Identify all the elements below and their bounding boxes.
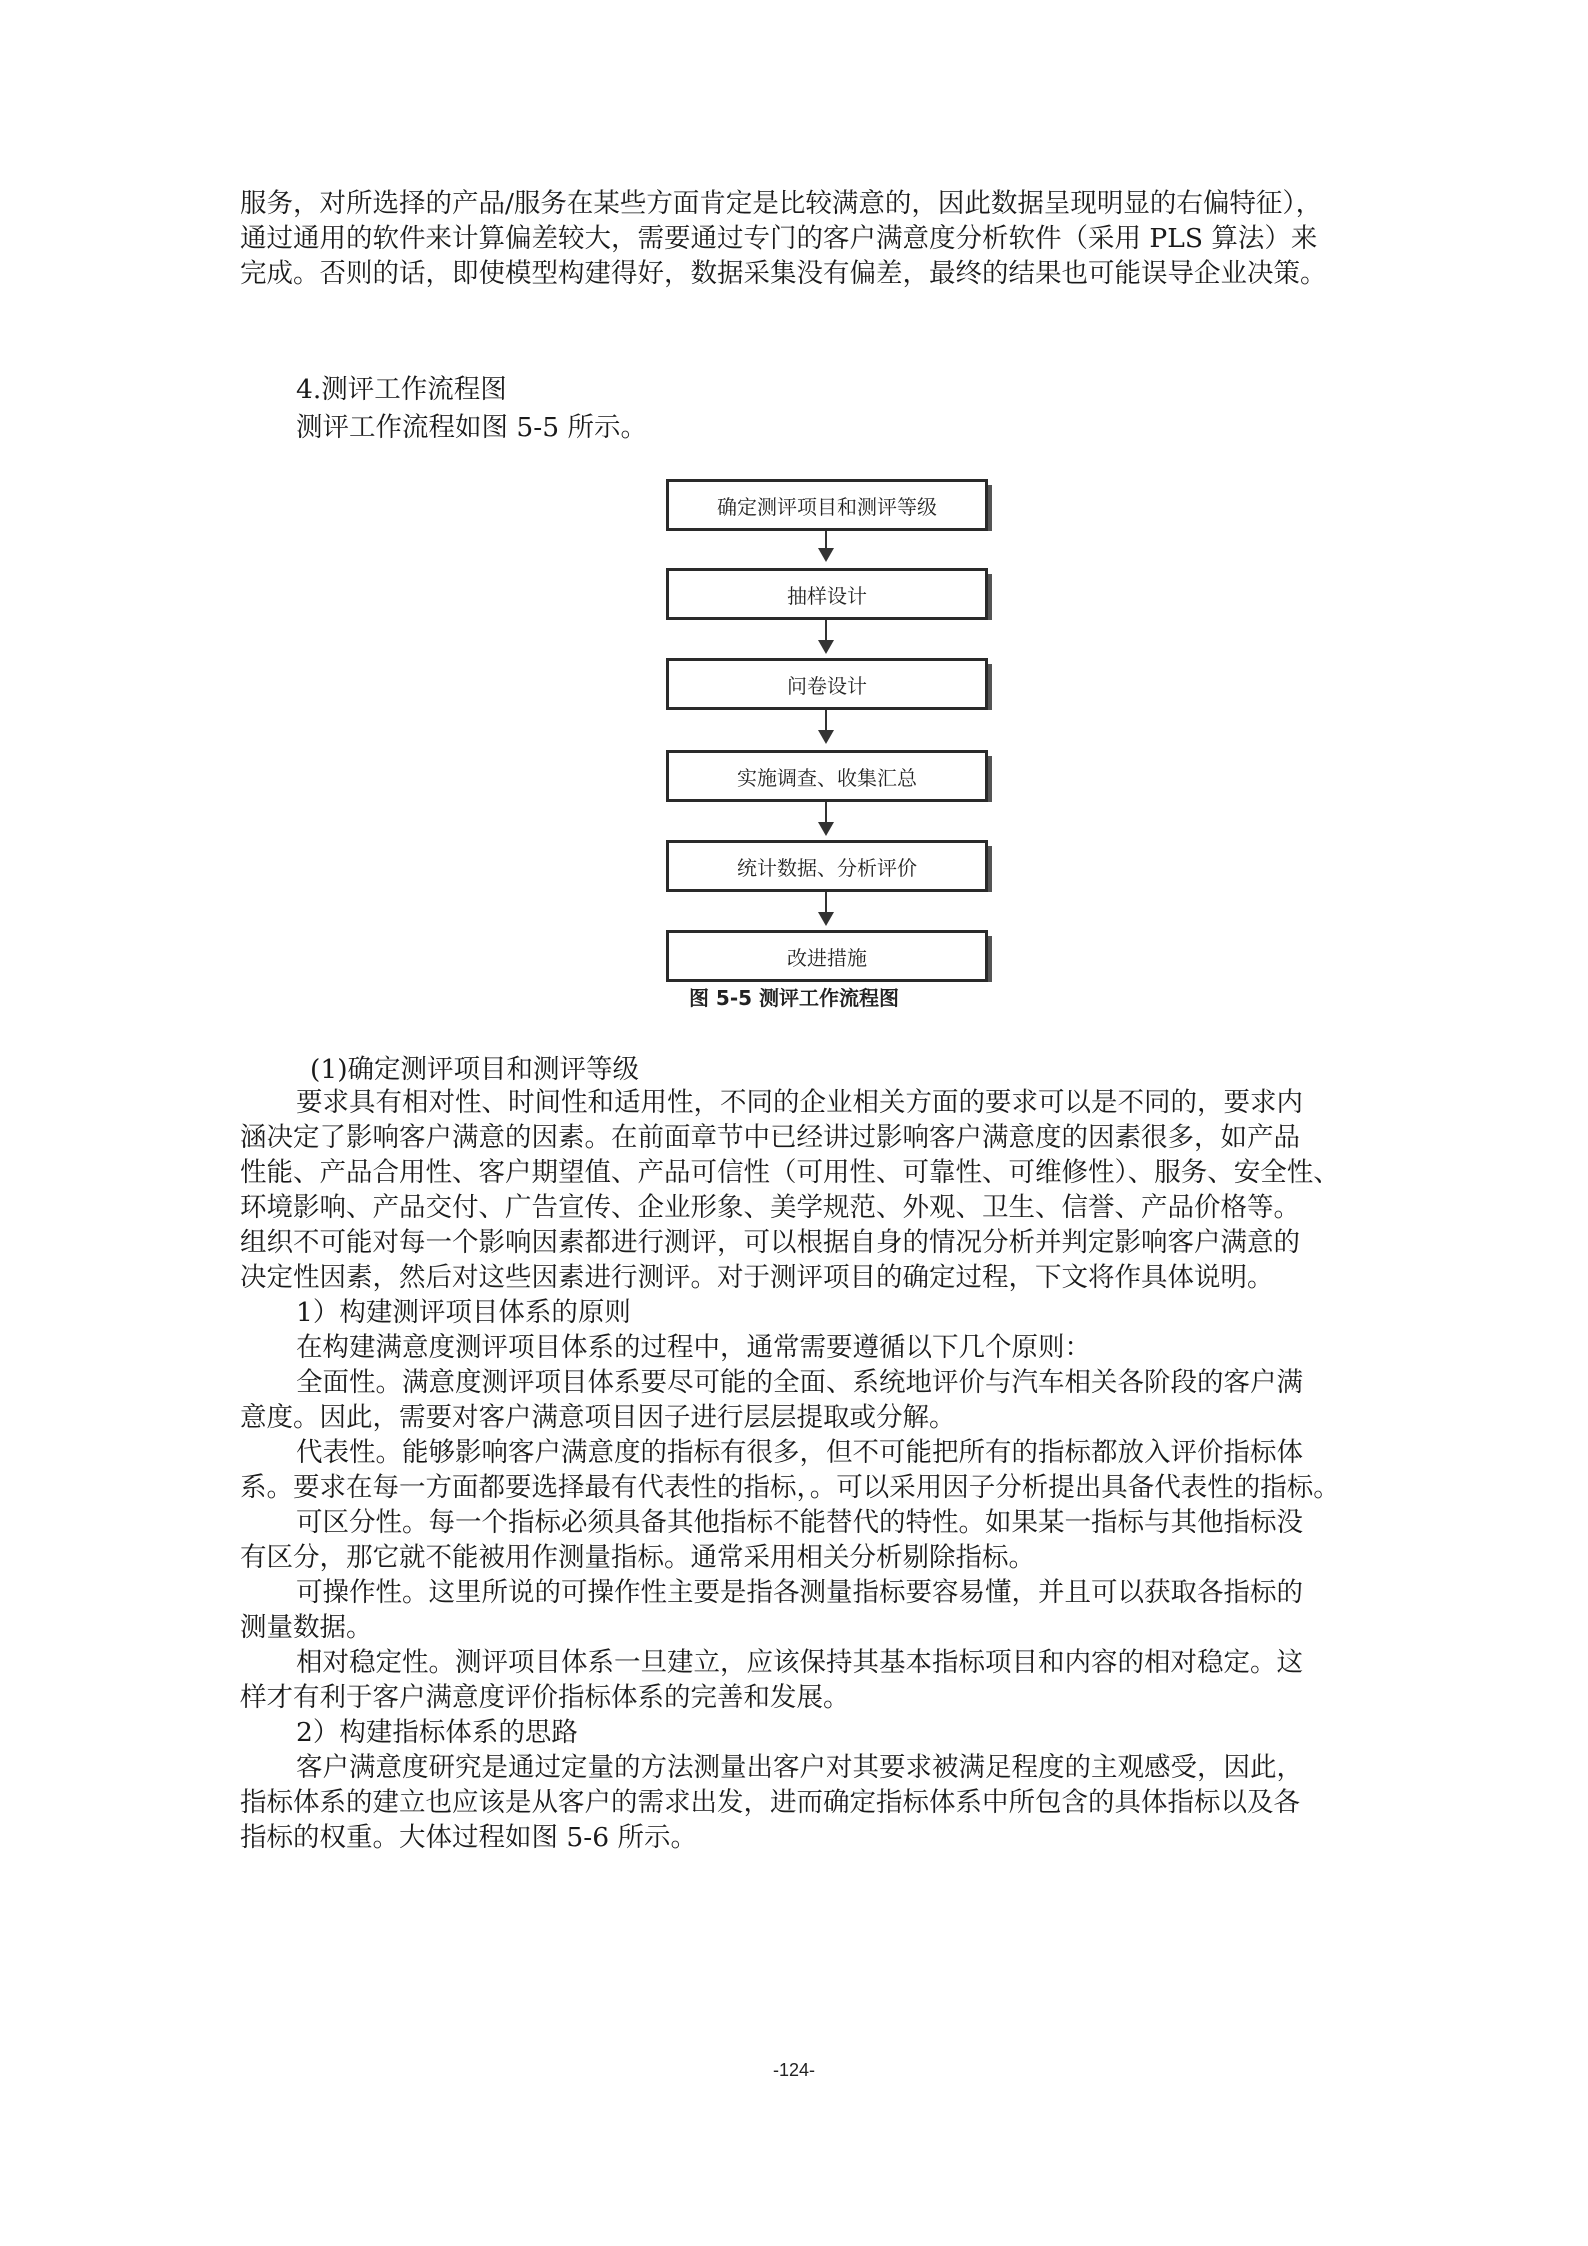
text-line: 性能、产品合用性、客户期望值、产品可信性（可用性、可靠性、可维修性）、服务、安全性、 bbox=[240, 1157, 1340, 1188]
text-line: 通过通用的软件来计算偏差较大，需要通过专门的客户满意度分析软件（采用 PLS 算法）来 bbox=[240, 223, 1318, 254]
flow-arrow-line bbox=[825, 710, 827, 732]
text-line: 服务，对所选择的产品/服务在某些方面肯定是比较满意的，因此数据呈现明显的右偏特征）， bbox=[240, 188, 1323, 219]
text-line: 在构建满意度测评项目体系的过程中，通常需要遵循以下几个原则： bbox=[296, 1332, 1091, 1363]
text-line: 可操作性。这里所说的可操作性主要是指各测量指标要容易懂，并且可以获取各指标的 bbox=[296, 1577, 1303, 1608]
paragraph bbox=[240, 1505, 1360, 1575]
text-line: 指标的权重。大体过程如图 5-6 所示。 bbox=[240, 1822, 698, 1853]
text-line: 有区分，那它就不能被用作测量指标。通常采用相关分析剔除指标。 bbox=[240, 1542, 1035, 1573]
flow-step-6: 改进措施 bbox=[666, 930, 988, 982]
flow-step-1: 确定测评项目和测评等级 bbox=[666, 479, 988, 531]
flow-arrow-icon bbox=[818, 730, 834, 744]
text-line: 组织不可能对每一个影响因素都进行测评，可以根据自身的情况分析并判定影响客户满意的 bbox=[240, 1227, 1300, 1258]
text-line: 代表性。能够影响客户满意度的指标有很多，但不可能把所有的指标都放入评价指标体 bbox=[296, 1437, 1303, 1468]
paragraph bbox=[240, 1365, 1360, 1435]
paragraph bbox=[240, 1330, 1360, 1365]
paragraph bbox=[240, 1435, 1360, 1505]
paragraph bbox=[240, 1575, 1360, 1645]
flow-arrow-line bbox=[825, 620, 827, 642]
paragraph bbox=[240, 1750, 1360, 1855]
text-line: 意度。因此，需要对客户满意项目因子进行层层提取或分解。 bbox=[240, 1402, 956, 1433]
text-line: 环境影响、产品交付、广告宣传、企业形象、美学规范、外观、卫生、信誉、产品价格等。 bbox=[240, 1192, 1300, 1223]
flow-step-5: 统计数据、分析评价 bbox=[666, 840, 988, 892]
subsection-heading: 1）构建测评项目体系的原则 bbox=[296, 1297, 631, 1328]
text-line: 客户满意度研究是通过定量的方法测量出客户对其要求被满足程度的主观感受，因此， bbox=[296, 1752, 1303, 1783]
page-number: -124- bbox=[772, 2060, 816, 2080]
paragraph bbox=[240, 1645, 1360, 1715]
flow-arrow-icon bbox=[818, 822, 834, 836]
flow-arrow-line bbox=[825, 892, 827, 914]
subsection-heading: 2）构建指标体系的思路 bbox=[296, 1717, 578, 1748]
paragraph bbox=[240, 1085, 1360, 1295]
text-line: 测量数据。 bbox=[240, 1612, 373, 1643]
text-line: 相对稳定性。测评项目体系一旦建立，应该保持其基本指标项目和内容的相对稳定。这 bbox=[296, 1647, 1303, 1678]
flow-arrow-icon bbox=[818, 640, 834, 654]
flow-arrow-line bbox=[825, 531, 827, 551]
text-line: 涵决定了影响客户满意的因素。在前面章节中已经讲过影响客户满意度的因素很多，如产品 bbox=[240, 1122, 1300, 1153]
text-line: 指标体系的建立也应该是从客户的需求出发，进而确定指标体系中所包含的具体指标以及各 bbox=[240, 1787, 1300, 1818]
subsection-heading: (1)确定测评项目和测评等级 bbox=[310, 1054, 640, 1085]
flow-step-3: 问卷设计 bbox=[666, 658, 988, 710]
flow-arrow-icon bbox=[818, 548, 834, 562]
text-line: 样才有利于客户满意度评价指标体系的完善和发展。 bbox=[240, 1682, 850, 1713]
flow-arrow-line bbox=[825, 802, 827, 824]
text-line: 决定性因素，然后对这些因素进行测评。对于测评项目的确定过程，下文将作具体说明。 bbox=[240, 1262, 1274, 1293]
flow-arrow-icon bbox=[818, 912, 834, 926]
text-line: 完成。否则的话，即使模型构建得好，数据采集没有偏差，最终的结果也可能误导企业决策。 bbox=[240, 258, 1327, 289]
text-line: 要求具有相对性、时间性和适用性，不同的企业相关方面的要求可以是不同的，要求内 bbox=[296, 1087, 1303, 1118]
flow-step-2: 抽样设计 bbox=[666, 568, 988, 620]
flowchart bbox=[0, 0, 1588, 1040]
text-line: 系。要求在每一方面都要选择最有代表性的指标，。可以采用因子分析提出具备代表性的指标。 bbox=[240, 1472, 1340, 1503]
intro-paragraph bbox=[240, 186, 1360, 291]
text-line: 可区分性。每一个指标必须具备其他指标不能替代的特性。如果某一指标与其他指标没 bbox=[296, 1507, 1303, 1538]
flow-step-4: 实施调查、收集汇总 bbox=[666, 750, 988, 802]
text-line: 全面性。满意度测评项目体系要尽可能的全面、系统地评价与汽车相关各阶段的客户满 bbox=[296, 1367, 1303, 1398]
figure-caption: 图 5-5 测评工作流程图 bbox=[688, 986, 900, 1010]
figure-reference: 测评工作流程如图 5-5 所示。 bbox=[296, 412, 648, 443]
section-heading: 4.测评工作流程图 bbox=[296, 374, 507, 405]
